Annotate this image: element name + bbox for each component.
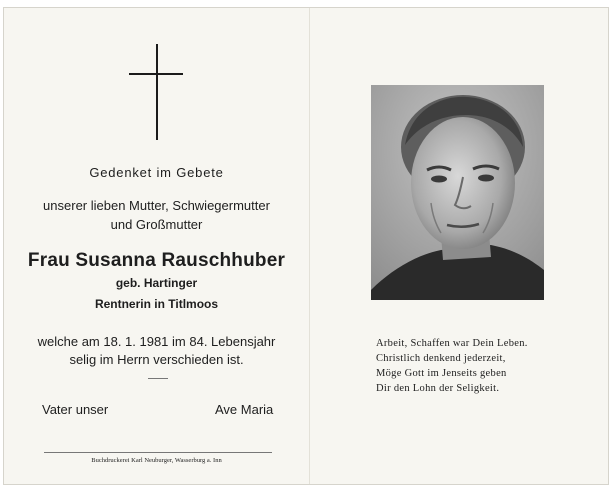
prayer-vater-unser: Vater unser (42, 402, 109, 417)
card-fold (309, 8, 310, 484)
portrait-image (371, 85, 544, 300)
intro-line-1: unserer lieben Mutter, Schwiegermutter (43, 198, 270, 213)
heading: Gedenket im Gebete (89, 165, 224, 180)
divider (148, 378, 168, 379)
cross-icon-bar (129, 73, 183, 75)
intro-line-2: und Großmutter (110, 217, 203, 232)
verse-line-4: Dir den Lohn der Seligkeit. (376, 383, 500, 394)
birth-name: geb. Hartinger (115, 276, 198, 290)
death-line-1: welche am 18. 1. 1981 im 84. Lebensjahr (37, 334, 276, 349)
occupation: Rentnerin in Titlmoos (94, 297, 219, 311)
verse-line-3: Möge Gott im Jenseits geben (376, 368, 507, 379)
printer-credit: Buchdruckerei Karl Neuburger, Wasserburg a. Inn (91, 457, 222, 464)
printer-rule (44, 452, 272, 453)
death-line-2: selig im Herrn verschieden ist. (69, 352, 244, 367)
prayer-ave-maria: Ave Maria (215, 402, 274, 417)
verse-line-2: Christlich denkend jederzeit, (376, 353, 506, 364)
cross-icon (156, 44, 158, 140)
portrait-photo (371, 85, 544, 300)
verse-line-1: Arbeit, Schaffen war Dein Leben. (376, 338, 528, 349)
memorial-card (3, 7, 609, 485)
deceased-name: Frau Susanna Rauschhuber (27, 250, 286, 271)
